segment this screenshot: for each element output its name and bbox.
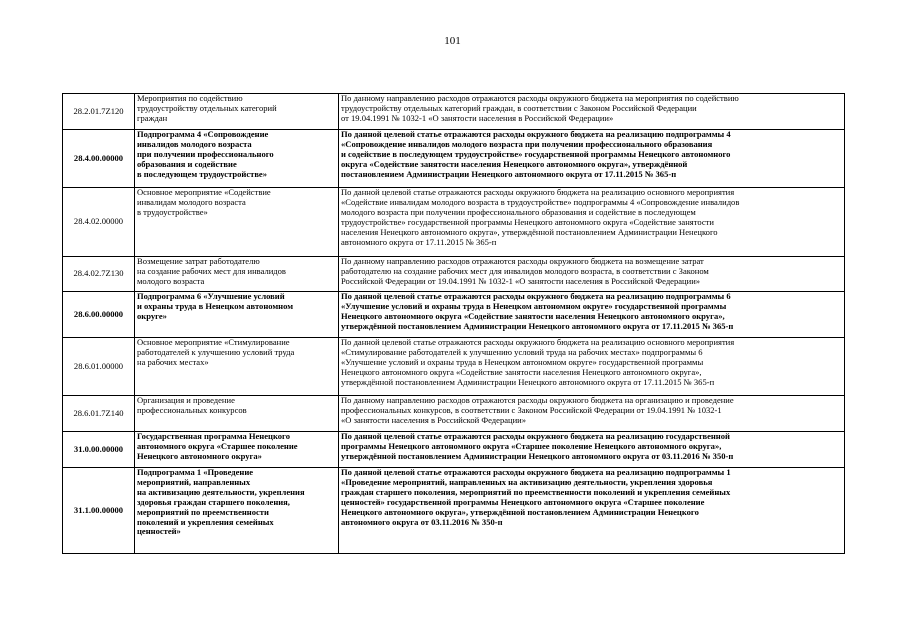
article-description-line: «Улучшение условий и охраны труда в Ненецком автономном округе» государственной программы — [341, 300, 727, 311]
table-row — [63, 130, 845, 188]
article-name-line: на активизацию деятельности, укрепления — [137, 486, 305, 497]
article-name — [135, 338, 339, 396]
article-name-line: трудоустройству отдельных категорий — [137, 102, 277, 113]
article-description-line: «Улучшение условий и охраны труда в Ненецком автономном округе» государственной программы — [341, 356, 704, 367]
article-name-line: Организация и проведение — [137, 395, 235, 405]
article-name-line: на создание рабочих мест для инвалидов — [137, 265, 286, 276]
article-description — [339, 338, 845, 396]
article-name-line: инвалидов молодого возраста — [137, 138, 252, 149]
article-description-line: По данному направлению расходов отражаются расходы окружного бюджета на возмещение затрат — [341, 256, 704, 266]
article-description-line: Ненецкого автономного округа «Содействие занятости населения Ненецкого автономного округа», — [341, 366, 702, 377]
article-name-line: автономного округа «Старшее поколение — [137, 440, 298, 451]
article-description-line: По данному направлению расходов отражаются расходы окружного бюджета на мероприятия по содействию — [341, 93, 739, 103]
article-description-line: Ненецкого автономного округа», утверждённой постановлением Администрации Ненецкого — [341, 506, 699, 517]
article-name-line: молодого возраста — [137, 275, 205, 286]
article-description-line: Российской Федерации от 19.04.1991 № 1032-1 «О занятости населения в Российской Федерации» — [341, 275, 701, 286]
article-name-line: профессиональных конкурсов — [137, 404, 247, 415]
table-row — [63, 432, 845, 468]
article-name-line: мероприятий, направленных — [137, 476, 251, 487]
article-name-line: Подпрограмма 4 «Сопровождение — [137, 129, 269, 139]
table-row — [63, 292, 845, 338]
article-name — [135, 468, 339, 554]
article-description — [339, 188, 845, 257]
article-description-line: «Содействие инвалидам молодого возраста в трудоустройстве» подпрограммы 4 «Сопровождение инвалидов — [341, 196, 740, 207]
article-description-line: «Сопровождение инвалидов молодого возраста при получении профессионального образования — [341, 138, 713, 149]
table-row — [63, 94, 845, 130]
article-description-line: автономного округа от 17.11.2015 № 365-п — [341, 236, 497, 247]
article-name-line: инвалидам молодого возраста — [137, 196, 246, 207]
article-name-line: Возмещение затрат работодателю — [137, 256, 260, 266]
article-description-line: утверждённой постановлением Администрации Ненецкого автономного округа от 03.11.2016 № 350-п — [341, 450, 734, 461]
target-article-code: 31.1.00.00000 — [63, 468, 135, 554]
article-description-line: утверждённой постановлением Администрации Ненецкого автономного округа от 17.11.2015 № 365-п — [341, 320, 734, 331]
table-row — [63, 338, 845, 396]
target-article-code: 28.4.00.00000 — [63, 130, 135, 188]
article-description-line: профессиональных конкурсов, в соответствии с Законом Российской Федерации от 19.04.1991 № 1032-1 — [341, 404, 722, 415]
article-name-line: ценностей» — [137, 526, 181, 537]
article-name-line: Государственная программа Ненецкого — [137, 431, 290, 441]
article-description-line: По данной целевой статье отражаются расходы окружного бюджета на реализацию подпрограммы 1 — [341, 467, 731, 477]
article-description-line: По данной целевой статье отражаются расходы окружного бюджета на реализацию государственной — [341, 431, 730, 441]
article-description-line: населения Ненецкого автономного округа», утверждённой постановлением Администрации Ненецкого — [341, 226, 718, 237]
article-description — [339, 468, 845, 554]
article-name-line: Подпрограмма 1 «Проведение — [137, 467, 254, 477]
article-name-line: поколений и укрепления семейных — [137, 516, 274, 527]
article-name — [135, 94, 339, 130]
target-article-code: 28.6.01.7Z140 — [63, 396, 135, 432]
article-description-line: трудоустройстве» государственной программы Ненецкого автономного округа «Содействие занятости — [341, 216, 714, 227]
article-name-line: в трудоустройстве» — [137, 206, 208, 217]
page-number: 101 — [444, 35, 461, 47]
article-description — [339, 257, 845, 292]
article-description-line: ценностей» государственной программы Ненецкого автономного округа «Старшее поколение — [341, 496, 705, 507]
article-description-line: молодого возраста при получении профессионального образования и содействие в последующем — [341, 206, 696, 217]
target-article-code: 31.0.00.00000 — [63, 432, 135, 468]
target-article-code: 28.4.02.00000 — [63, 188, 135, 257]
article-name-line: работодателей к улучшению условий труда — [137, 346, 295, 357]
article-description-line: По данной целевой статье отражаются расходы окружного бюджета на реализацию подпрограммы 4 — [341, 129, 731, 139]
article-name — [135, 130, 339, 188]
article-name — [135, 396, 339, 432]
article-description — [339, 292, 845, 338]
article-description — [339, 130, 845, 188]
table-row — [63, 468, 845, 554]
budget-classification-table — [62, 93, 845, 554]
article-description-line: «О занятости населения в Российской Федерации» — [341, 414, 527, 425]
article-description-line: работодателю на создание рабочих мест для инвалидов молодого возраста, в соответствии с Законом — [341, 265, 709, 276]
target-article-code: 28.6.00.00000 — [63, 292, 135, 338]
article-description — [339, 94, 845, 130]
article-name-line: округе» — [137, 310, 167, 321]
article-description-line: По данному направлению расходов отражаются расходы окружного бюджета на организацию и проведение — [341, 395, 734, 405]
article-name-line: и охраны труда в Ненецком автономном — [137, 300, 294, 311]
article-description-line: По данной целевой статье отражаются расходы окружного бюджета на реализацию основного мероприятия — [341, 337, 735, 347]
article-name-line: образования и содействие — [137, 158, 237, 169]
article-description-line: Ненецкого автономного округа «Содействие занятости населения Ненецкого автономного округа», — [341, 310, 725, 321]
article-description-line: По данной целевой статье отражаются расходы окружного бюджета на реализацию подпрограммы 6 — [341, 291, 731, 301]
article-description-line: округа «Содействие занятости населения Ненецкого автономного округа», утверждённой — [341, 158, 688, 169]
article-name-line: Основное мероприятие «Содействие — [137, 187, 271, 197]
article-name-line: граждан — [137, 112, 168, 123]
article-name — [135, 432, 339, 468]
article-name-line: в последующем трудоустройстве» — [137, 168, 267, 179]
article-name-line: Мероприятия по содействию — [137, 93, 243, 103]
article-description-line: «Стимулирование работодателей к улучшению условий труда на рабочих местах» подпрограммы 6 — [341, 346, 703, 357]
table-row — [63, 188, 845, 257]
article-description-line: граждан старшего поколения, мероприятий по преемственности поколений и укрепления семейных — [341, 486, 731, 497]
article-description-line: утверждённой постановлением Администрации Ненецкого автономного округа от 17.11.2015 № 365-п — [341, 376, 715, 387]
article-name — [135, 292, 339, 338]
article-name — [135, 257, 339, 292]
article-name-line: Подпрограмма 6 «Улучшение условий — [137, 291, 285, 301]
article-name-line: Ненецкого автономного округа» — [137, 450, 262, 461]
article-name-line: здоровья граждан старшего поколения, — [137, 496, 290, 507]
article-description-line: от 19.04.1991 № 1032-1 «О занятости населения в Российской Федерации» — [341, 112, 614, 123]
article-description-line: и содействие в последующем трудоустройстве» государственной программы Ненецкого автономного — [341, 148, 731, 159]
article-description-line: программы Ненецкого автономного округа «Старшее поколение Ненецкого автономного округа», — [341, 440, 722, 451]
article-description-line: постановлением Администрации Ненецкого автономного округа от 17.11.2015 № 365-п — [341, 168, 677, 179]
article-name-line: на рабочих местах» — [137, 356, 209, 367]
table-row — [63, 257, 845, 292]
target-article-code: 28.6.01.00000 — [63, 338, 135, 396]
article-description — [339, 432, 845, 468]
article-description-line: По данной целевой статье отражаются расходы окружного бюджета на реализацию основного мероприятия — [341, 187, 735, 197]
article-name-line: мероприятий по преемственности — [137, 506, 269, 517]
target-article-code: 28.4.02.7Z130 — [63, 257, 135, 292]
article-name-line: Основное мероприятие «Стимулирование — [137, 337, 290, 347]
table-body — [63, 94, 845, 554]
article-description-line: трудоустройству отдельных категорий граждан, в соответствии с Законом Российской Федерации — [341, 102, 697, 113]
article-name — [135, 188, 339, 257]
article-description — [339, 396, 845, 432]
article-description-line: «Проведение мероприятий, направленных на активизацию деятельности, укрепления здоровья — [341, 476, 713, 487]
article-description-line: автономного округа от 03.11.2016 № 350-п — [341, 516, 503, 527]
table-row — [63, 396, 845, 432]
article-name-line: при получении профессионального — [137, 148, 274, 159]
target-article-code: 28.2.01.7Z120 — [63, 94, 135, 130]
